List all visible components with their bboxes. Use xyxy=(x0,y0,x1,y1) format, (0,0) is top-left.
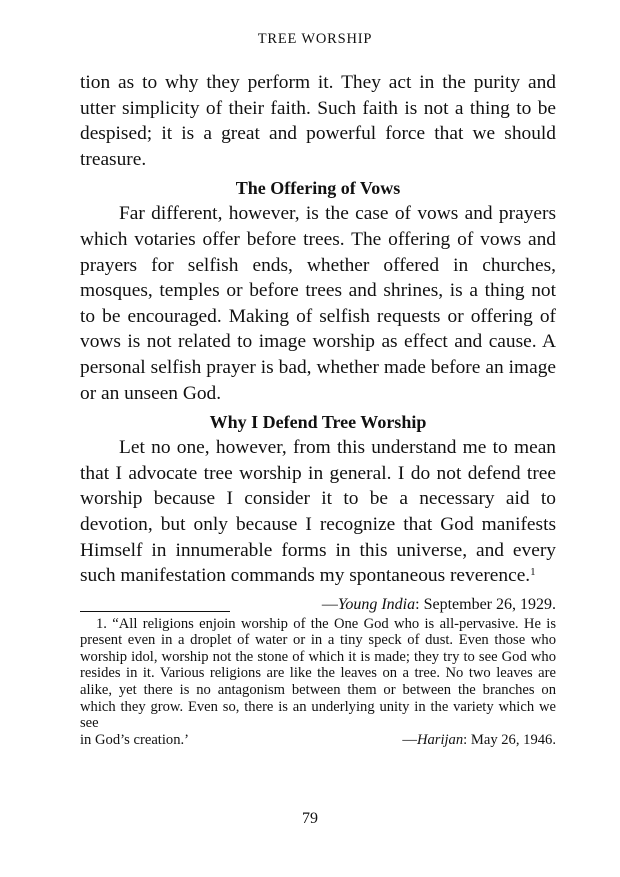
paragraph-vows: Far different, however, is the case of vows and prayers which votaries offer before trees. The offering of vows and prayers for selfish ends, whether offered in churches, mosques, temples or before trees and shrines, is a thing not to be encouraged. Making of selfish requests or offering of vows is not related to image worship as effect and cause. A personal selfish prayer is bad, whether made before an image or an unseen God. xyxy=(80,203,556,404)
footnote-last-line-text: in God’s creation.’ xyxy=(80,731,190,748)
footnote-attribution-source: Harijan xyxy=(416,731,464,748)
paragraph-defend-text: Let no one, however, from this understand me to mean that I advocate tree worship in general. I do not defend tree worship because I consider it to be a necessary aid to devotion, but only because I recognize that God manifests Himself in innumerable forms in this universe, and every such manifestation commands my spontaneous reverence. xyxy=(80,437,556,587)
section-heading-defend-tree-worship: Why I Defend Tree Worship xyxy=(209,412,427,433)
footnote-rule xyxy=(80,611,230,612)
attribution-date: : September 26, 1929. xyxy=(415,595,556,613)
paragraph-defend xyxy=(80,435,556,589)
footnote-attribution xyxy=(402,732,556,749)
page-number: 79 xyxy=(302,810,318,827)
attribution-source: Young India xyxy=(337,595,416,613)
attribution-dash: — xyxy=(321,595,338,613)
footnote-attribution-dash: — xyxy=(402,731,417,748)
attribution-young-india xyxy=(80,595,556,615)
continued-paragraph: tion as to why they perform it. They act in the purity and utter simplicity of their faith. Such faith is not a thing to be despised; it is a great and powerful force that we should treasure. xyxy=(80,72,556,170)
footnote-marker: 1 xyxy=(530,566,536,579)
running-head: TREE WORSHIP xyxy=(257,31,373,47)
section-heading-offering-of-vows: The Offering of Vows xyxy=(235,178,401,199)
book-page xyxy=(80,30,556,748)
footnote-text: 1. “All religions enjoin worship of the One God who is all-pervasive. He is present even in a droplet of water or in a tiny speck of dust. Even those who worship idol, worship not the stone of which it is made; they try to see God who resides in it. Various religions are like the leaves on a tree. No two leaves are alike, yet there is no antagonism between them or between the branches on which they grow. Even so, there is an underlying unity in the variety which we see xyxy=(80,615,556,732)
footnote-attribution-date: : May 26, 1946. xyxy=(463,731,556,748)
footnote-last-line xyxy=(80,732,556,749)
